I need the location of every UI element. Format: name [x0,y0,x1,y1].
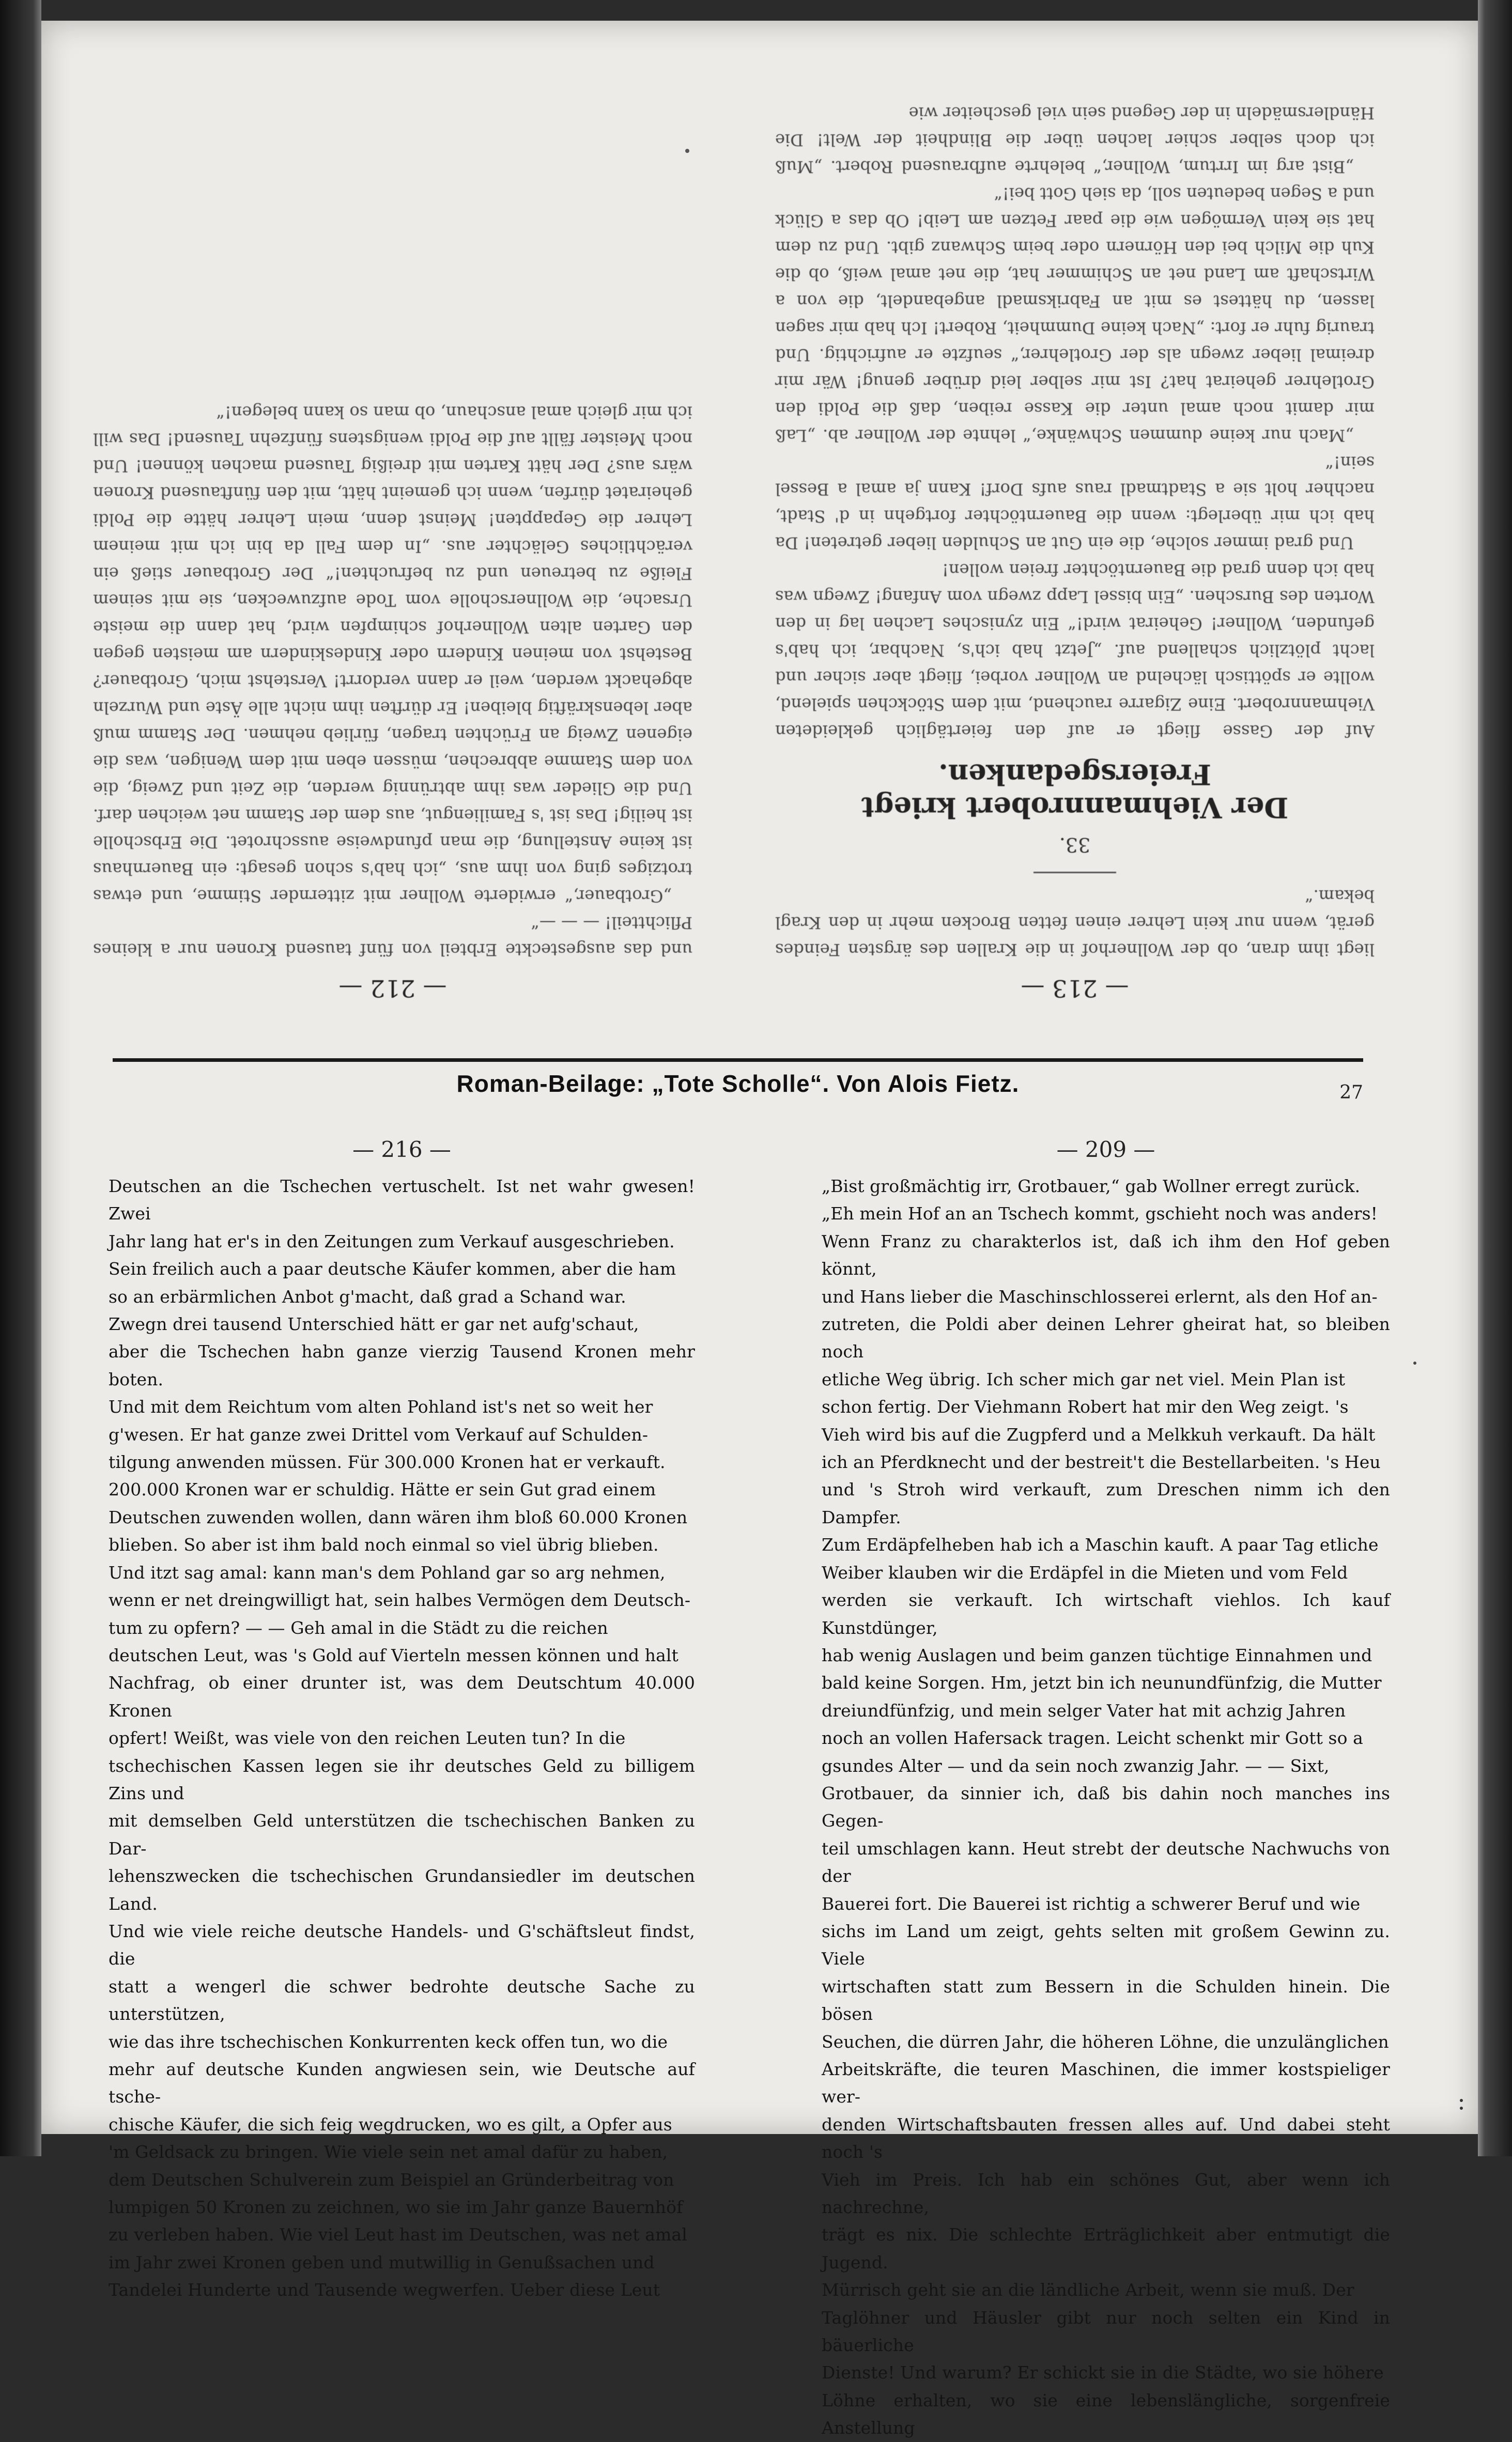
text-line: Dienste! Und warum? Er schickt sie in die Städte, wo sie höhere [822,2362,1384,2383]
text-line: Löhne erhalten, wo sie eine lebenslängliche, sorgenfreie Anstellung [822,2390,1390,2438]
folio-number: 27 [1339,1082,1363,1103]
text-line: Nachfrag, ob einer drunter ist, was dem Deutschtum 40.000 Kronen [109,1673,695,1721]
chapter-number: 33. [1059,833,1091,856]
chapter-rule [1033,872,1116,873]
column-page-209 [822,1137,1390,2438]
text-line: etliche Weg übrig. Ich scher mich gar net viel. Mein Plan ist [822,1369,1346,1389]
text-line: Zwegn drei tausend Unterschied hätt er gar net aufg'schaut, [109,1314,639,1335]
chapter-title: Der Viehmannrobert kriegt Freiersgedanken. [861,758,1289,824]
text-line: so an erbärmlichen Anbot g'macht, daß grad a Schand war. [109,1286,626,1307]
scan-edge-right [1478,0,1512,2156]
text-line: dem Deutschen Schulverein zum Beispiel an Gründerbeitrag von [109,2169,674,2190]
text-line: statt a wengerl die schwer bedrohte deutsche Sache zu unterstützen, [109,1976,695,2024]
paragraph: „Bist arg im Irrtum, Wollner,“ belehrte aufbrausend Robert. „Muß ich doch selber schier lachen über die Blindheit der Welt! Die Händlersmädeln in der Gegend sein viel gescheiter wie [775,103,1375,177]
roman-beilage-banner [113,1058,1363,1105]
text-line: Deutschen an die Tschechen vertuschelt. Ist net wahr gwesen! Zwei [109,1176,695,1224]
text-line: und 's Stroh wird verkauft, zum Dreschen nimm ich den Dampfer. [822,1479,1390,1527]
paragraph: und das ausgesteckte Erbteil von fünf tausend Kronen nur a kleines Pflichtteil! — — —“ [93,913,692,960]
page-number-209: — 209 — [1056,1137,1155,1162]
paragraph: Auf der Gasse fliegt er auf den feiertäglich gekleideten Viehmannrobert. Eine Zigarre rauchend, mit dem Stöckchen spielend, wollte er spöttisch lächelnd an Wollner vorbei, fliegt aber sicher und lacht plötzlich schallend auf. „Jetzt hab ich's, Nachbar, ich hab's gefunden, Wollner! Geheirat wird!“ Ein zynisches Lachen lag in den Worten des Burschen. „Ein bissel Lapp zwegn vom Anfang! Zwegn was hab ich denn grad die Bauerntöchter freien wollen! [775,560,1375,741]
text-line: g'wesen. Er hat ganze zwei Drittel vom Verkauf auf Schulden- [109,1424,649,1445]
text-line: schon fertig. Der Viehmann Robert hat mir den Weg zeigt. 's [822,1397,1349,1417]
text-line: mehr auf deutsche Kunden angwiesen sein, wie Deutsche auf tsche- [109,2059,695,2107]
text-line: „Eh mein Hof an an Tschech kommt, gschieht noch was anders! [822,1203,1378,1224]
text-line: blieben. So aber ist ihm bald noch einmal so viel übrig blieben. [109,1535,659,1555]
page-number-212: — 212 — [338,975,447,1002]
text-line: Tandelei Hunderte und Tausende wegwerfen. Ueber diese Leut [109,2280,660,2300]
text-line: deutschen Leut, was 's Gold auf Vierteln messen können und halt [109,1645,678,1665]
text-line: aber die Tschechen habn ganze vierzig Tausend Kronen mehr boten. [109,1341,695,1389]
paragraph: liegt ihm dran, ob der Wollnerhof in die Krallen des ärgsten Feindes gerät, wenn nur kein Lehrer einen fetten Brocken mehr in den Kragl bekam.“ [775,886,1375,960]
banner-rule [113,1058,1363,1062]
text-line: im Jahr zwei Kronen geben und mutwillig in Genußsachen und [109,2252,655,2273]
text-line: teil umschlagen kann. Heut strebt der deutsche Nachwuchs von der [822,1838,1390,1887]
text-line: Und mit dem Reichtum vom alten Pohland ist's net so weit her [109,1397,653,1417]
paragraph: „Grotbauer,“ erwiderte Wollner mit zitternder Stimme, und etwas trotziges ging von ihm aus, „ich hab's schon gesagt: ein Bauernhaus ist keine Anstellung, die man pfundweise ausschrotet. Die Erbscholle ist heilig! Das ist 's Familiengut, aus dem der Stamm net weichen darf. Und die Glieder was ihm abtrünnig werden, die Zeit und Zweig, die von dem Stamme abbrechen, müssen eben mit dem Wenigen, was die eigenen Zweig an Früchten tragen, fürlieb nehmen. Der Stamm muß aber lebenskräftig bleiben! Er dürften ihm nicht alle Äste und Wurzeln abgehackt werden, weil er dann verdorrt! Verstehst mich, Grotbauer? Bestehst von meinen Kindern oder Kindeskindern am meisten gegen den Garten alten Wollnerhof schimpfen wird, hat dann die meiste Ursache, die Wollnerscholle vom Tode aufzuwecken, sie mit seinem Fleiße zu betreuen und zu befruchten!“ Der Grotbauer stieß ein verächtliches Gelächter aus. „In dem Fall da bin ich mit meinem Lehrer die Gepappten! Meinst denn, mein Lehrer hätte die Poldi geheiratet dürfen, wenn ich gemeint hätt, mit den fünftausend Kronen wärs aus? Der hätt Karten mit dreißig Tausend machen können! Und noch Meister fällt auf die Poldi wenigstens fünfzehn Tausend! Das will ich mir gleich amal anschaun, ob man so kann belegen!“ [93,403,692,906]
text-line: tilgung anwenden müssen. Für 300.000 Kronen hat er verkauft. [109,1452,666,1473]
text-block [822,1172,1390,2442]
text-block [109,1172,695,2304]
text-line: Seuchen, die dürren Jahr, die höheren Löhne, die unzulänglichen [822,2031,1389,2052]
paragraph: Und grad immer solche, die ein Gut an Schulden lieber getreten! Da hab ich mir überlegt: wenn die Bauerntöchter fortgehn in d' Stadt, nachher holt sie a Stadtmadl raus aufs Dorf! Kann ja amal a Bessel sein!“ [775,453,1375,553]
text-line: denden Wirtschaftsbauten fressen alles auf. Und dabei steht noch 's [822,2114,1390,2162]
text-line: Bauerei fort. Die Bauerei ist richtig a schwerer Beruf und wie [822,1893,1361,1914]
text-line: 'm Geldsack zu bringen. Wie viele sein net amal dafür zu haben, [109,2142,668,2162]
text-line: Wenn Franz zu charakterlos ist, daß ich ihm den Hof geben könnt, [822,1231,1390,1279]
text-line: mit demselben Geld unterstützen die tschechischen Banken zu Dar- [109,1811,695,1859]
text-line: wenn er net dreingwilligt hat, sein halbes Vermögen dem Deutsch- [109,1590,691,1611]
text-line: Grotbauer, da sinnier ich, daß bis dahin noch manches ins Gegen- [822,1783,1390,1831]
text-line: zu verleben haben. Wie viel Leut hast im Deutschen, was net amal [109,2224,687,2245]
column-page-213 [775,67,1375,1002]
text-line: Zum Erdäpfelheben hab ich a Maschin kauft. A paar Tag etliche [822,1535,1379,1555]
text-line: sichs im Land um zeigt, gehts selten mit großem Gewinn zu. Viele [822,1921,1390,1969]
page-number-213: — 213 — [1021,975,1129,1002]
text-line: trägt es nix. Die schlechte Erträglichkeit aber entmutigt die Jugend. [822,2224,1390,2273]
page-number-216: — 216 — [352,1137,451,1162]
text-line: Und itzt sag amal: kann man's dem Pohland gar so arg nehmen, [109,1562,666,1583]
text-line: Jahr lang hat er's in den Zeitungen zum Verkauf ausgeschrieben. [109,1231,675,1251]
text-line: lumpigen 50 Kronen zu zeichnen, wo sie im Jahr ganze Bauernhöf [109,2197,683,2218]
text-line: wie das ihre tschechischen Konkurrenten keck offen tun, wo die [109,2031,668,2052]
text-line: werden sie verkauft. Ich wirtschaft viehlos. Ich kauf Kunstdünger, [822,1590,1390,1638]
banner-title: Roman-Beilage: „Tote Scholle“. Von Alois Fietz. [456,1070,1020,1097]
text-line: Deutschen zuwenden wollen, dann wären ihm bloß 60.000 Kronen [109,1507,688,1527]
text-line: Sein freilich auch a paar deutsche Käufer kommen, aber die ham [109,1259,676,1279]
column-page-216 [109,1137,695,2300]
text-line: hab wenig Auslagen und beim ganzen tüchtige Einnahmen und [822,1645,1372,1665]
text-line: tum zu opfern? — — Geh amal in die Städt zu die reichen [109,1617,608,1638]
text-line: gsundes Alter — und da sein noch zwanzig Jahr. — — Sixt, [822,1755,1330,1776]
text-line: Vieh wird bis auf die Zugpferd und a Melkkuh verkauft. Da hält [822,1424,1376,1445]
text-line: und Hans lieber die Maschinschlosserei erlernt, als den Hof an- [822,1286,1378,1307]
text-line: 200.000 Kronen war er schuldig. Hätte er sein Gut grad einem [109,1479,656,1500]
text-line: chische Käufer, die sich feig wegdrucken, wo es gilt, a Opfer aus [109,2114,672,2135]
text-line: lehenszwecken die tschechischen Grundansiedler im deutschen Land. [109,1866,695,1914]
paragraph: „Mach nur keine dummen Schwänke,“ lehnte der Wollner ab. „Laß mir damit noch amal unter die Kasse reiben, daß die Poldi den Grotlehrer geheirat hat? Ist mir selber leid drüber genug! Wär mir dreimal lieber zwegn als der Grotlehrer,“ seufzte er aufrichtig. Und traurig fuhr er fort: „Nach keine Dummheit, Robert! Ich hab mir sagen lassen, du hättest es mit an Fabriksmadl angebandelt, die von a Wirtschaft am Land net an Schimmer hat, die net amal weiß, ob die Kuh die Milch bei den Hörnern oder beim Schwanz gibt. Und zu dem hat sie kein Vermögen wie die paar Fetzen am Leib! Ob das a Glück und a Segen bedeuten soll, da sieh Gott bei!“ [775,184,1375,445]
text-line: Und wie viele reiche deutsche Handels- und G'schäftsleut findst, die [109,1921,695,1969]
text-line: Vieh im Preis. Ich hab ein schönes Gut, aber wenn ich nachrechne, [822,2169,1390,2218]
column-page-212 [93,67,692,1002]
text-line: ich an Pferdknecht und der bestreit't die Bestellarbeiten. 's Heu [822,1452,1381,1473]
scan-edge-left [0,0,41,2156]
text-line: Taglöhner und Häusler gibt nur noch selten ein Kind in bäuerliche [822,2307,1390,2356]
upper-half-inverted [93,67,1375,1002]
text-line: noch an vollen Hafersack tragen. Leicht schenkt mir Gott so a [822,1728,1363,1749]
text-line: Mürrisch geht sie an die ländliche Arbeit, wenn sie muß. Der [822,2280,1354,2300]
text-line: dreiundfünfzig, und mein selger Vater hat mit achzig Jahren [822,1700,1346,1721]
text-line: wirtschaften statt zum Bessern in die Schulden hinein. Die bösen [822,1976,1390,2024]
text-line: „Bist großmächtig irr, Grotbauer,“ gab Wollner erregt zurück. [822,1176,1361,1196]
text-line: tschechischen Kassen legen sie ihr deutsches Geld zu billigem Zins und [109,1755,695,1803]
text-line: opfert! Weißt, was viele von den reichen Leuten tun? In die [109,1728,626,1749]
text-line: Arbeitskräfte, die teuren Maschinen, die immer kostspieliger wer- [822,2059,1390,2107]
text-line: zutreten, die Poldi aber deinen Lehrer gheirat hat, so bleiben noch [822,1314,1390,1362]
text-line: bald keine Sorgen. Hm, jetzt bin ich neunundfünfzig, die Mutter [822,1673,1382,1693]
text-line: Weiber klauben wir die Erdäpfel in die Mieten und vom Feld [822,1562,1348,1583]
